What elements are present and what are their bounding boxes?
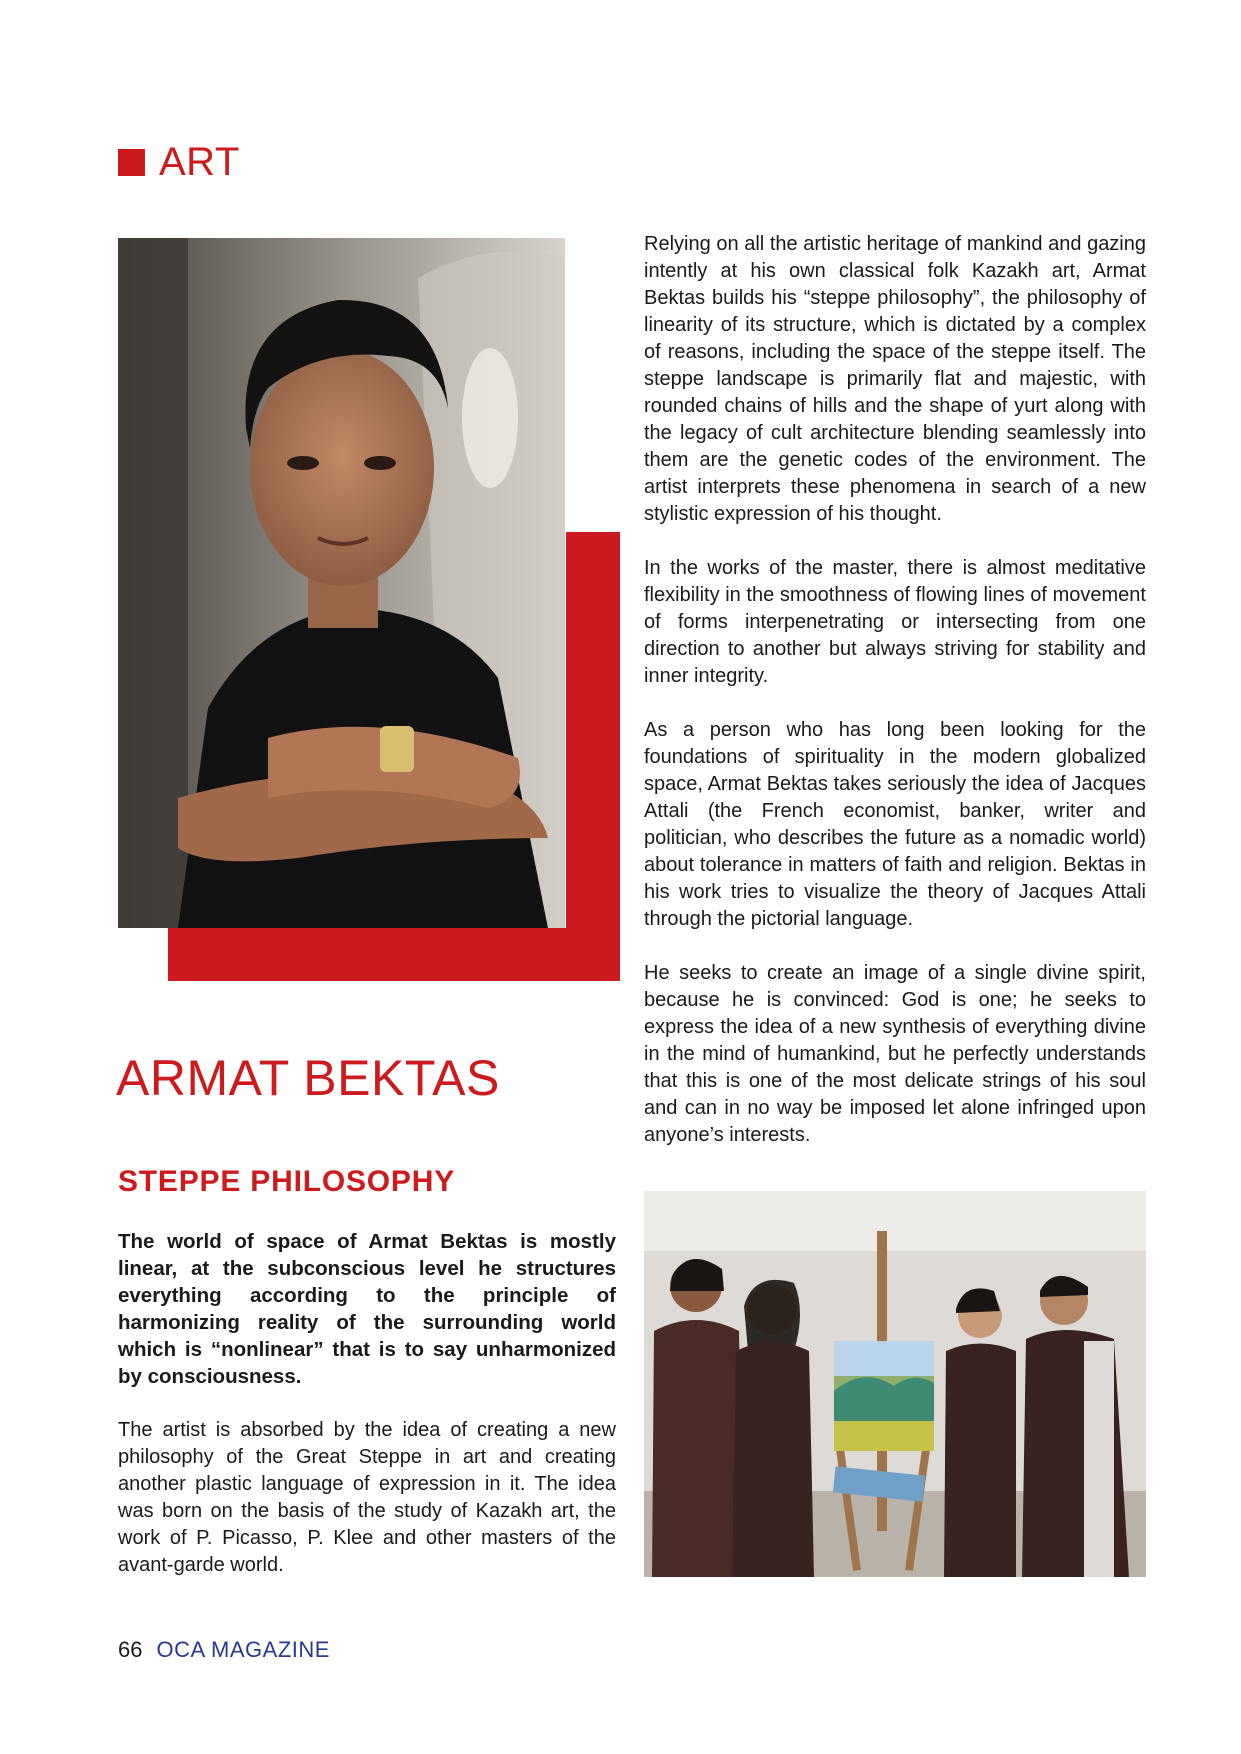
page-footer bbox=[118, 1637, 330, 1663]
right-column-text bbox=[644, 231, 1146, 1176]
body-paragraph: As a person who has long been looking for the foundations of spirituality in the modern globalized space, Armat Bektas takes seriously the idea of Jacques Attali (the French economist, banker, writer and politician, who describes the future as a nomadic world) about tolerance in matters of faith and religion. Bektas in his work tries to visualize the theory of Jacques Attali through the pictorial language. bbox=[644, 719, 1146, 930]
lead-paragraph: The world of space of Armat Bektas is mostly linear, at the subconscious level he structures everything according to the principle of harmonizing reality of the surrounding world which is “nonlinear” that is to say unharmonized by consciousness. bbox=[118, 1230, 616, 1388]
section-marker bbox=[118, 149, 145, 176]
body-paragraph: Relying on all the artistic heritage of mankind and gazing intently at his own classical folk Kazakh art, Armat Bektas builds his “steppe philosophy”, the philosophy of linearity of its structure, which is dictated by a complex of reasons, including the space of the steppe itself. The steppe landscape is primarily flat and majestic, with rounded chains of hills and the shape of yurt along with the legacy of cult architecture blending seamlessly into them are the genetic codes of the environment. The artist interprets these phenomena in search of a new stylistic expression of his thought. bbox=[644, 233, 1146, 525]
section-tag bbox=[118, 140, 240, 185]
group-photo-with-painting bbox=[644, 1191, 1146, 1577]
left-body-paragraph: The artist is absorbed by the idea of creating a new philosophy of the Great Steppe in art and creating another plastic language of expression in it. The idea was born on the basis of the study of Kazakh art, the work of P. Picasso, P. Klee and other masters of the avant-garde world. bbox=[118, 1419, 616, 1576]
section-label: ART bbox=[159, 140, 240, 184]
portrait-illustration bbox=[118, 238, 565, 928]
body-paragraph: He seeks to create an image of a single divine spirit, because he is convinced: God is one; he seeks to express the idea of a new synthesis of everything divine in the mind of humankind, but he perfectly understands that this is one of the most delicate strings of his soul and can in no way be imposed let alone infringed upon anyone’s interests. bbox=[644, 962, 1146, 1146]
group-photo-illustration bbox=[644, 1191, 1146, 1577]
red-frame-accent-bottom bbox=[168, 928, 620, 981]
magazine-name: OCA MAGAZINE bbox=[156, 1637, 330, 1662]
artist-portrait-photo bbox=[118, 238, 565, 928]
body-paragraph: In the works of the master, there is almost meditative flexibility in the smoothness of flowing lines of movement of forms interpenetrating or intersecting from one direction to another but always striving for stability and inner integrity. bbox=[644, 557, 1146, 687]
article-subtitle: STEPPE PHILOSOPHY bbox=[118, 1165, 456, 1198]
artist-name-title: ARMAT BEKTAS bbox=[116, 1050, 500, 1106]
page-number: 66 bbox=[118, 1637, 143, 1662]
red-frame-accent-right bbox=[566, 532, 620, 981]
